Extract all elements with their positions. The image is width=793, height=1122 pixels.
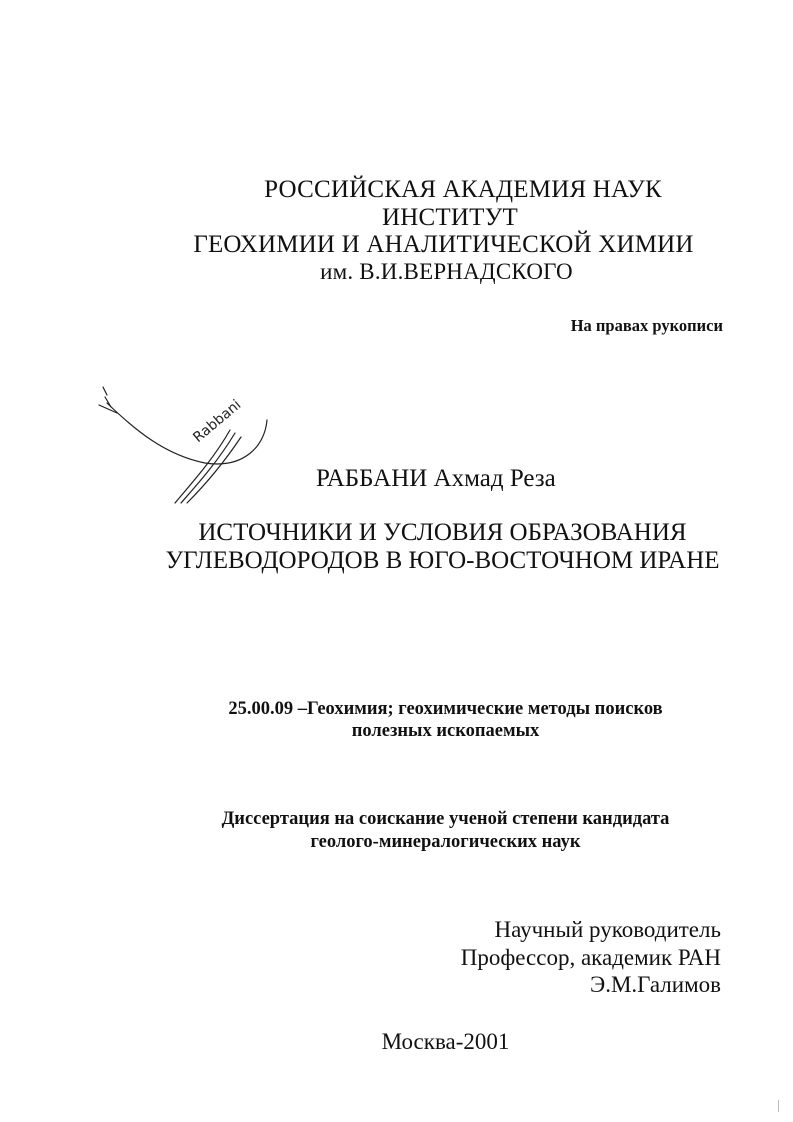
handwritten-signature bbox=[95, 375, 275, 505]
specialty-line2: полезных ископаемых bbox=[351, 721, 540, 741]
author-name: РАББАНИ Ахмад Реза bbox=[316, 465, 556, 492]
institution-academy: РОССИЙСКАЯ АКАДЕМИЯ НАУК bbox=[264, 176, 662, 203]
degree-line2: геолого-минералогических наук bbox=[310, 832, 581, 852]
degree-line1: Диссертация на соискание ученой степени кандидата bbox=[221, 809, 670, 829]
dissertation-title-line1: ИСТОЧНИКИ И УСЛОВИЯ ОБРАЗОВАНИЯ bbox=[198, 519, 687, 546]
institution-geochemistry: ГЕОХИМИИ И АНАЛИТИЧЕСКОЙ ХИМИИ bbox=[193, 231, 694, 258]
signature-text: Rabbani bbox=[190, 396, 245, 446]
institution-vernadsky: им. В.И.ВЕРНАДСКОГО bbox=[320, 259, 573, 284]
advisor-name: Э.М.Галимов bbox=[590, 972, 721, 997]
institution-institute: ИНСТИТУТ bbox=[382, 204, 518, 231]
advisor-role: Научный руководитель bbox=[494, 917, 721, 942]
city-year: Москва-2001 bbox=[381, 1029, 510, 1054]
dissertation-title-line2: УГЛЕВОДОРОДОВ В ЮГО-ВОСТОЧНОМ ИРАНЕ bbox=[165, 547, 720, 574]
advisor-position: Профессор, академик РАН bbox=[460, 945, 721, 970]
scan-artifact bbox=[778, 1100, 779, 1112]
specialty-line1: 25.00.09 –Геохимия; геохимические методы поисков bbox=[228, 699, 663, 719]
rights-note: На правах рукописи bbox=[570, 316, 723, 335]
